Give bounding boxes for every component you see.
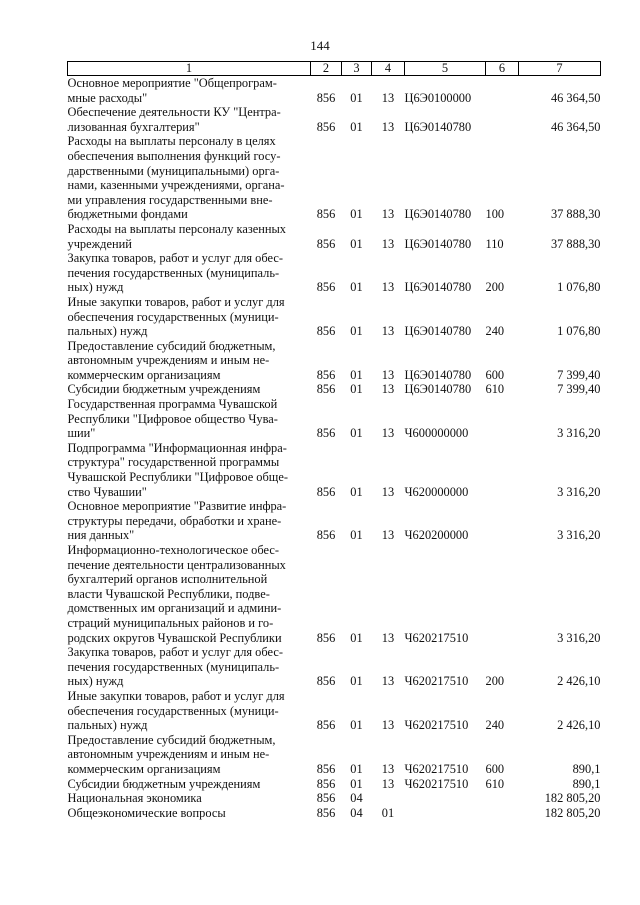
row-amount: 2 426,10 — [557, 718, 601, 733]
budget-table — [67, 61, 601, 820]
row-section: 01 — [350, 630, 363, 645]
row-expense-type: 240 — [485, 324, 505, 339]
table-row — [68, 645, 601, 689]
row-amount: 37 888,30 — [550, 207, 601, 222]
row-grbs: 856 — [316, 324, 336, 339]
row-target-article: Ц6Э0140780 — [404, 367, 472, 382]
row-target-article: Ц6Э0140780 — [404, 119, 472, 134]
row-expense-type: 110 — [485, 236, 504, 251]
row-expense-type — [486, 499, 519, 543]
row-name: Иные закупки товаров, работ и услуг для обеспечения государственных (муници- пальных) нужд — [67, 688, 285, 733]
row-section: 01 — [350, 761, 363, 776]
row-amount: 3 316,20 — [557, 484, 601, 499]
table-row — [68, 543, 601, 645]
row-subsection: 13 — [381, 426, 395, 441]
row-name: Государственная программа Чувашской Республики "Цифровое общество Чува- шии" — [67, 397, 278, 441]
table-row — [68, 733, 601, 777]
column-header-grbs: 2 — [311, 62, 342, 76]
row-expense-type: 600 — [485, 367, 505, 382]
row-target-article: Ц6Э0140780 — [404, 236, 472, 251]
row-section: 01 — [350, 280, 363, 295]
row-name: Расходы на выплаты персоналу в целях обеспечения выполнения функций госу- дарственными (муниципальными) орга- нами, казенными учреждениями, органа- ми управления государственными вне- бюджетными фондами — [67, 134, 285, 222]
row-grbs: 856 — [316, 805, 336, 820]
row-amount: 2 426,10 — [557, 674, 601, 689]
row-amount: 3 316,20 — [557, 630, 601, 645]
column-header-amount: 7 — [519, 62, 601, 76]
row-name: Предоставление субсидий бюджетным, автономным учреждениям и иным не- коммерческим организациям — [67, 338, 276, 382]
row-amount: 46 364,50 — [550, 90, 601, 105]
row-target-article: Ч620217510 — [404, 674, 469, 689]
column-header-expense-type: 6 — [486, 62, 519, 76]
page-number: 144 — [310, 38, 330, 53]
row-subsection: 13 — [381, 90, 395, 105]
row-expense-type: 200 — [485, 280, 505, 295]
row-expense-type: 100 — [485, 207, 505, 222]
row-expense-type: 610 — [485, 776, 505, 791]
row-name: Закупка товаров, работ и услуг для обес- печения государственных (муниципаль- ных) нужд — [67, 645, 283, 689]
table-body — [68, 76, 601, 821]
row-target-article: Ц6Э0140780 — [404, 207, 472, 222]
row-grbs: 856 — [316, 426, 336, 441]
row-expense-type — [486, 397, 519, 441]
row-section: 04 — [350, 805, 363, 820]
row-amount: 37 888,30 — [550, 236, 601, 251]
row-name: Общеэкономические вопросы — [67, 805, 226, 820]
table-row — [68, 499, 601, 543]
table-row — [68, 382, 601, 397]
row-section: 01 — [350, 382, 363, 397]
row-subsection: 13 — [381, 630, 395, 645]
row-grbs: 856 — [316, 776, 336, 791]
row-expense-type — [486, 105, 519, 134]
row-section: 01 — [350, 367, 363, 382]
row-section: 01 — [350, 324, 363, 339]
row-section: 01 — [350, 426, 363, 441]
row-subsection: 13 — [381, 367, 395, 382]
row-section: 04 — [350, 791, 363, 806]
row-name: Подпрограмма "Информационная инфра- структура" государственной программы Чувашской Республики "Цифровое обще- ство Чувашии" — [67, 440, 288, 499]
row-grbs: 856 — [316, 382, 336, 397]
row-expense-type: 600 — [485, 761, 505, 776]
row-subsection: 13 — [381, 674, 395, 689]
row-name: Основное мероприятие "Развитие инфра- структуры передачи, обработки и хране- ния данных" — [67, 499, 287, 543]
table-row — [68, 134, 601, 222]
table-row — [68, 295, 601, 339]
row-expense-type — [486, 791, 519, 806]
row-grbs: 856 — [316, 119, 336, 134]
row-amount: 3 316,20 — [557, 528, 601, 543]
row-target-article: Ц6Э0140780 — [404, 280, 472, 295]
row-subsection: 13 — [381, 528, 395, 543]
table-row — [68, 689, 601, 733]
row-target-article: Ц6Э0140780 — [404, 382, 472, 397]
row-subsection: 13 — [381, 324, 395, 339]
row-subsection: 13 — [381, 119, 395, 134]
column-header-target-article: 5 — [405, 62, 486, 76]
row-expense-type: 610 — [485, 382, 505, 397]
row-grbs: 856 — [316, 280, 336, 295]
table-row — [68, 777, 601, 792]
row-grbs: 856 — [316, 367, 336, 382]
row-target-article: Ц6Э0100000 — [404, 90, 472, 105]
row-subsection: 13 — [381, 280, 395, 295]
row-name: Закупка товаров, работ и услуг для обес- печения государственных (муниципаль- ных) нужд — [67, 251, 283, 295]
row-section: 01 — [350, 90, 363, 105]
row-expense-type — [486, 76, 519, 106]
row-subsection: 13 — [381, 484, 395, 499]
row-target-article — [405, 791, 486, 806]
row-expense-type — [486, 806, 519, 821]
row-amount: 7 399,40 — [557, 382, 601, 397]
row-section: 01 — [350, 674, 363, 689]
row-target-article: Ц6Э0140780 — [404, 324, 472, 339]
row-amount: 46 364,50 — [550, 119, 601, 134]
table-header — [68, 62, 601, 76]
row-target-article: Ч620000000 — [404, 484, 469, 499]
row-subsection: 13 — [381, 207, 395, 222]
row-grbs: 856 — [316, 761, 336, 776]
row-amount: 890,1 — [572, 761, 601, 776]
header-row — [68, 62, 601, 76]
row-amount: 182 805,20 — [544, 805, 601, 820]
row-target-article: Ч600000000 — [404, 426, 469, 441]
row-name: Субсидии бюджетным учреждениям — [67, 776, 261, 791]
row-amount: 1 076,80 — [557, 324, 601, 339]
table-row — [68, 791, 601, 806]
row-target-article: Ч620217510 — [404, 761, 469, 776]
row-section: 01 — [350, 528, 363, 543]
row-section: 01 — [350, 718, 363, 733]
table-row — [68, 339, 601, 383]
table-row — [68, 222, 601, 251]
row-subsection: 13 — [381, 776, 395, 791]
row-grbs: 856 — [316, 207, 336, 222]
row-amount: 7 399,40 — [557, 367, 601, 382]
row-name: Основное мероприятие "Общепрограм- мные расходы" — [67, 76, 277, 105]
table-row — [68, 806, 601, 821]
row-name: Национальная экономика — [67, 791, 202, 806]
row-name: Субсидии бюджетным учреждениям — [67, 382, 261, 397]
column-header-name: 1 — [68, 62, 311, 76]
row-name: Информационно-технологическое обес- печение деятельности централизованных бухгалтерий органов исполнительной власти Чувашской Республики, подве- домственных им организаций и админи- страций муниципальных районов и го- родских округов Чувашской Республики — [67, 543, 286, 645]
row-section: 01 — [350, 236, 363, 251]
row-subsection: 13 — [381, 236, 395, 251]
table-row — [68, 76, 601, 106]
row-amount: 182 805,20 — [544, 791, 601, 806]
row-expense-type — [486, 543, 519, 645]
row-subsection — [372, 791, 405, 806]
row-expense-type: 200 — [485, 674, 505, 689]
row-section: 01 — [350, 207, 363, 222]
row-subsection: 13 — [381, 718, 395, 733]
row-target-article — [405, 806, 486, 821]
row-subsection: 13 — [381, 382, 395, 397]
row-subsection: 13 — [381, 761, 395, 776]
row-grbs: 856 — [316, 236, 336, 251]
row-amount: 3 316,20 — [557, 426, 601, 441]
row-section: 01 — [350, 119, 363, 134]
row-grbs: 856 — [316, 630, 336, 645]
table-row — [68, 105, 601, 134]
row-subsection: 01 — [381, 805, 395, 820]
row-target-article: Ч620217510 — [404, 630, 469, 645]
row-amount: 1 076,80 — [557, 280, 601, 295]
row-grbs: 856 — [316, 674, 336, 689]
row-expense-type: 240 — [485, 718, 505, 733]
row-grbs: 856 — [316, 791, 336, 806]
row-section: 01 — [350, 776, 363, 791]
column-header-subsection: 4 — [372, 62, 405, 76]
table-row — [68, 397, 601, 441]
table-row — [68, 441, 601, 499]
row-expense-type — [486, 441, 519, 499]
row-grbs: 856 — [316, 718, 336, 733]
row-amount: 890,1 — [572, 776, 601, 791]
row-grbs: 856 — [316, 528, 336, 543]
row-grbs: 856 — [316, 90, 336, 105]
table-row — [68, 251, 601, 295]
row-target-article: Ч620200000 — [404, 528, 469, 543]
row-name: Предоставление субсидий бюджетным, автономным учреждениям и иным не- коммерческим организациям — [67, 732, 276, 776]
row-name: Расходы на выплаты персоналу казенных учреждений — [67, 221, 286, 251]
row-target-article: Ч620217510 — [404, 718, 469, 733]
row-name: Обеспечение деятельности КУ "Центра- лизованная бухгалтерия" — [67, 105, 281, 134]
row-name: Иные закупки товаров, работ и услуг для обеспечения государственных (муници- пальных) нужд — [67, 294, 285, 339]
row-section: 01 — [350, 484, 363, 499]
row-target-article: Ч620217510 — [404, 776, 469, 791]
row-grbs: 856 — [316, 484, 336, 499]
column-header-section: 3 — [342, 62, 372, 76]
